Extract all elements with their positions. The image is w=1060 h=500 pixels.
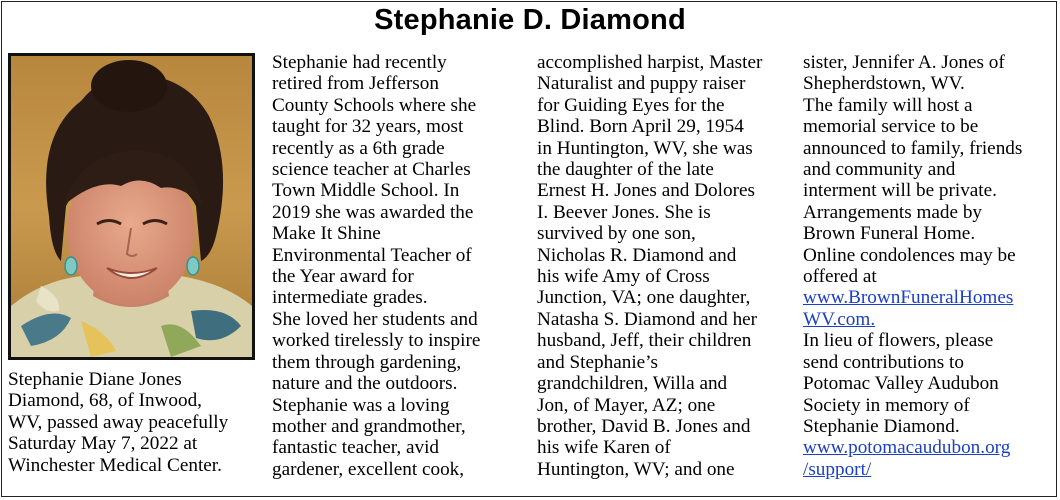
text-line: them through gardening, [272, 351, 462, 373]
text-line: gardener, excellent cook, [272, 458, 465, 480]
obituary-column-3 [803, 52, 1055, 480]
text-line: retired from Jefferson [272, 73, 439, 95]
text-line: brother, David B. Jones and [537, 415, 751, 437]
text-line: intermediate grades. [272, 287, 428, 309]
text-line: Arrangements made by [803, 201, 983, 223]
text-line: Winchester Medical Center. [8, 454, 222, 476]
text-line: and community and [803, 159, 956, 181]
text-line: Stephanie was a loving [272, 394, 450, 416]
text-line: In lieu of flowers, please [803, 330, 994, 352]
text-line: memorial service to be [803, 116, 979, 138]
text-line: recently as a 6th grade [272, 137, 445, 159]
text-line: science teacher at Charles [272, 159, 471, 181]
text-line: Junction, VA; one daughter, [537, 287, 751, 309]
audubon-link[interactable]: www.potomacaudubon.org [803, 437, 1011, 459]
text-line: sister, Jennifer A. Jones of [803, 52, 1005, 73]
obituary-title: Stephanie D. Diamond [374, 4, 686, 36]
text-line: Shepherdstown, WV. [803, 73, 965, 95]
text-line: his wife Karen of [537, 437, 671, 459]
text-line: Potomac Valley Audubon [803, 373, 999, 395]
funeral-home-link[interactable]: WV.com. [803, 308, 876, 330]
text-line: husband, Jeff, their children [537, 330, 752, 352]
text-line: WV, passed away peacefully [8, 411, 229, 433]
text-line: for Guiding Eyes for the [537, 94, 725, 116]
text-line: offered at [803, 266, 877, 288]
text-line: the Year award for [272, 266, 414, 288]
text-line: fantastic teacher, avid [272, 437, 440, 459]
text-line: grandchildren, Willa and [537, 373, 728, 395]
text-line: accomplished harpist, Master [537, 52, 763, 73]
text-line: Huntington, WV; and one [537, 458, 735, 480]
text-line: Environmental Teacher of [272, 244, 472, 266]
photo-caption [8, 369, 258, 476]
portrait-photo [8, 53, 255, 360]
text-line: Stephanie Diane Jones [8, 369, 182, 390]
text-line: Stephanie Diamond. [803, 415, 960, 437]
text-line: Brown Funeral Home. [803, 223, 976, 245]
obituary-column-1 [272, 52, 522, 480]
text-line: Blind. Born April 29, 1954 [537, 116, 744, 138]
text-line: She loved her students and [272, 308, 478, 330]
text-line: nature and the outdoors. [272, 373, 458, 395]
text-line: Natasha S. Diamond and her [537, 308, 758, 330]
portrait-illustration [11, 56, 252, 357]
text-line: announced to family, friends [803, 137, 1023, 159]
text-line: 2019 she was awarded the [272, 201, 474, 223]
text-line: Online condolences may be [803, 244, 1016, 266]
text-line: his wife Amy of Cross [537, 266, 710, 288]
text-line: Naturalist and puppy raiser [537, 73, 746, 95]
text-line: in Huntington, WV, she was [537, 137, 753, 159]
text-line: survived by one son, [537, 223, 696, 245]
text-line: Diamond, 68, of Inwood, [8, 390, 202, 412]
text-line: Society in memory of [803, 394, 970, 416]
funeral-home-link[interactable]: www.BrownFuneralHomes [803, 287, 1014, 309]
text-line: Nicholas R. Diamond and [537, 244, 737, 266]
text-line: Saturday May 7, 2022 at [8, 433, 198, 455]
text-line: County Schools where she [272, 94, 477, 116]
text-line: Town Middle School. In [272, 180, 460, 202]
text-line: interment will be private. [803, 180, 997, 202]
text-line: and Stephanie’s [537, 351, 658, 373]
text-line: the daughter of the late [537, 159, 714, 181]
text-line: Make It Shine [272, 223, 381, 245]
text-line: Stephanie had recently [272, 52, 447, 73]
text-line: The family will host a [803, 94, 973, 116]
text-line: I. Beever Jones. She is [537, 201, 711, 223]
obituary-column-2 [537, 52, 792, 480]
text-line: Ernest H. Jones and Dolores [537, 180, 755, 202]
text-line: Jon, of Mayer, AZ; one [537, 394, 716, 416]
text-line: taught for 32 years, most [272, 116, 464, 138]
text-line: worked tirelessly to inspire [272, 330, 481, 352]
text-line: send contributions to [803, 351, 964, 373]
audubon-link[interactable]: /support/ [803, 458, 872, 480]
text-line: mother and grandmother, [272, 415, 466, 437]
